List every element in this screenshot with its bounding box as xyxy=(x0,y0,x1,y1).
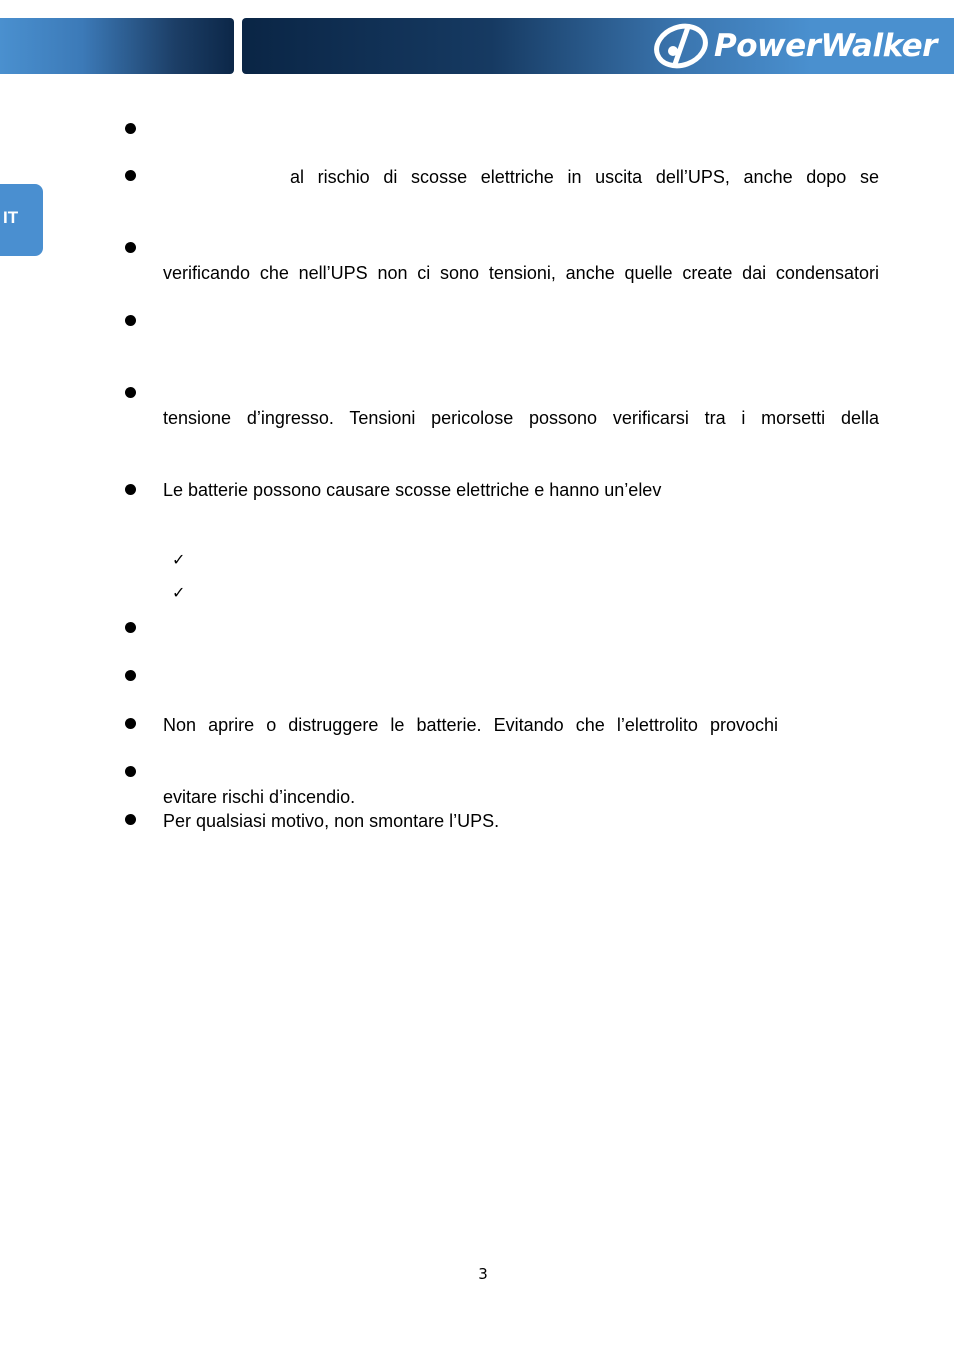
bullet-8 xyxy=(125,670,136,681)
check-mark-2: ✓ xyxy=(172,583,186,602)
language-tab xyxy=(0,184,43,256)
bullet-9 xyxy=(125,718,136,729)
check-mark-1: ✓ xyxy=(172,550,186,569)
text-line-7: Per qualsiasi motivo, non smontare l’UPS. xyxy=(163,811,500,831)
bullet-4 xyxy=(125,315,136,326)
text-line-3: tensione d’ingresso. Tensioni pericolose possono verificarsi tra i morsetti della xyxy=(163,408,879,428)
bullet-3 xyxy=(125,242,136,253)
language-tab-label: IT xyxy=(3,208,19,227)
text-line-2: verificando che nell’UPS non ci sono tensioni, anche quelle create dai condensatori xyxy=(163,263,879,283)
text-line-6: evitare rischi d’incendio. xyxy=(163,787,356,807)
text-line-4: Le batterie possono causare scosse elettriche e hanno un’elev xyxy=(163,480,662,500)
powerwalker-logo-icon xyxy=(652,23,710,69)
bullet-7 xyxy=(125,622,136,633)
bullet-6 xyxy=(125,484,136,495)
header-left-band xyxy=(0,18,234,74)
text-line-1: al rischio di scosse elettriche in uscita dell’UPS, anche dopo se xyxy=(290,167,879,187)
text-line-5: Non aprire o distruggere le batterie. Evitando che l’elettrolito provochi xyxy=(163,715,778,735)
bullet-1 xyxy=(125,123,136,134)
logo-text: PowerWalker xyxy=(714,28,937,64)
bullet-11 xyxy=(125,814,136,825)
powerwalker-logo xyxy=(652,22,954,70)
page-number: 3 xyxy=(478,1265,488,1283)
bullet-10 xyxy=(125,766,136,777)
bullet-5 xyxy=(125,387,136,398)
bullet-2 xyxy=(125,170,136,181)
